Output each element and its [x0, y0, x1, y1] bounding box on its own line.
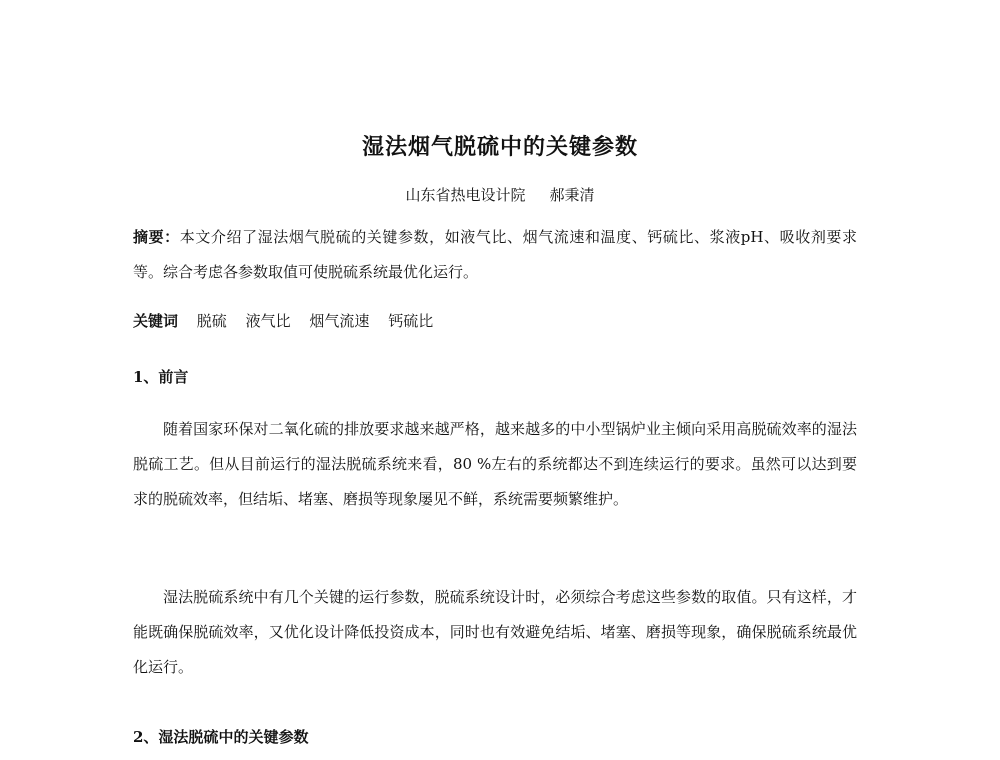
abstract-label: 摘要： — [133, 228, 180, 246]
keywords-label: 关键词 — [133, 312, 179, 330]
paragraph: 随着国家环保对二氧化硫的排放要求越来越严格，越来越多的中小型锅炉业主倾向采用高脱硫效率的湿法脱硫工艺。但从目前运行的湿法脱硫系统来看，80 %左右的系统都达不到连续运行的要求。虽然可以达到要求的脱硫效率，但结垢、堵塞、磨损等现象屡见不鲜，系统需要频繁维护。 — [133, 420, 857, 508]
keywords — [133, 304, 857, 339]
section-heading-key-parameters: 2、湿法脱硫中的关键参数 — [133, 728, 309, 746]
keyword-item: 钙硫比 — [388, 312, 434, 330]
keyword-item: 液气比 — [245, 312, 291, 330]
keyword-item: 烟气流速 — [309, 312, 370, 330]
affiliation: 山东省热电设计院 — [405, 186, 526, 204]
author-name: 郝秉清 — [549, 186, 595, 204]
abstract-text: 本文介绍了湿法烟气脱硫的关键参数，如液气比、烟气流速和温度、钙硫比、浆液pH、吸收剂要求等。综合考虑各参数取值可使脱硫系统最优化运行。 — [133, 228, 857, 281]
document-title: 湿法烟气脱硫中的关键参数 — [361, 134, 638, 160]
paragraph: 湿法脱硫系统中有几个关键的运行参数，脱硫系统设计时，必须综合考虑这些参数的取值。只有这样，才能既确保脱硫效率，又优化设计降低投资成本，同时也有效避免结垢、堵塞、磨损等现象，确保脱硫系统最优化运行。 — [133, 588, 857, 676]
section-heading-preface: 1、前言 — [133, 368, 189, 386]
keyword-item: 脱硫 — [196, 312, 227, 330]
abstract — [133, 220, 857, 290]
author-line — [0, 184, 1000, 205]
